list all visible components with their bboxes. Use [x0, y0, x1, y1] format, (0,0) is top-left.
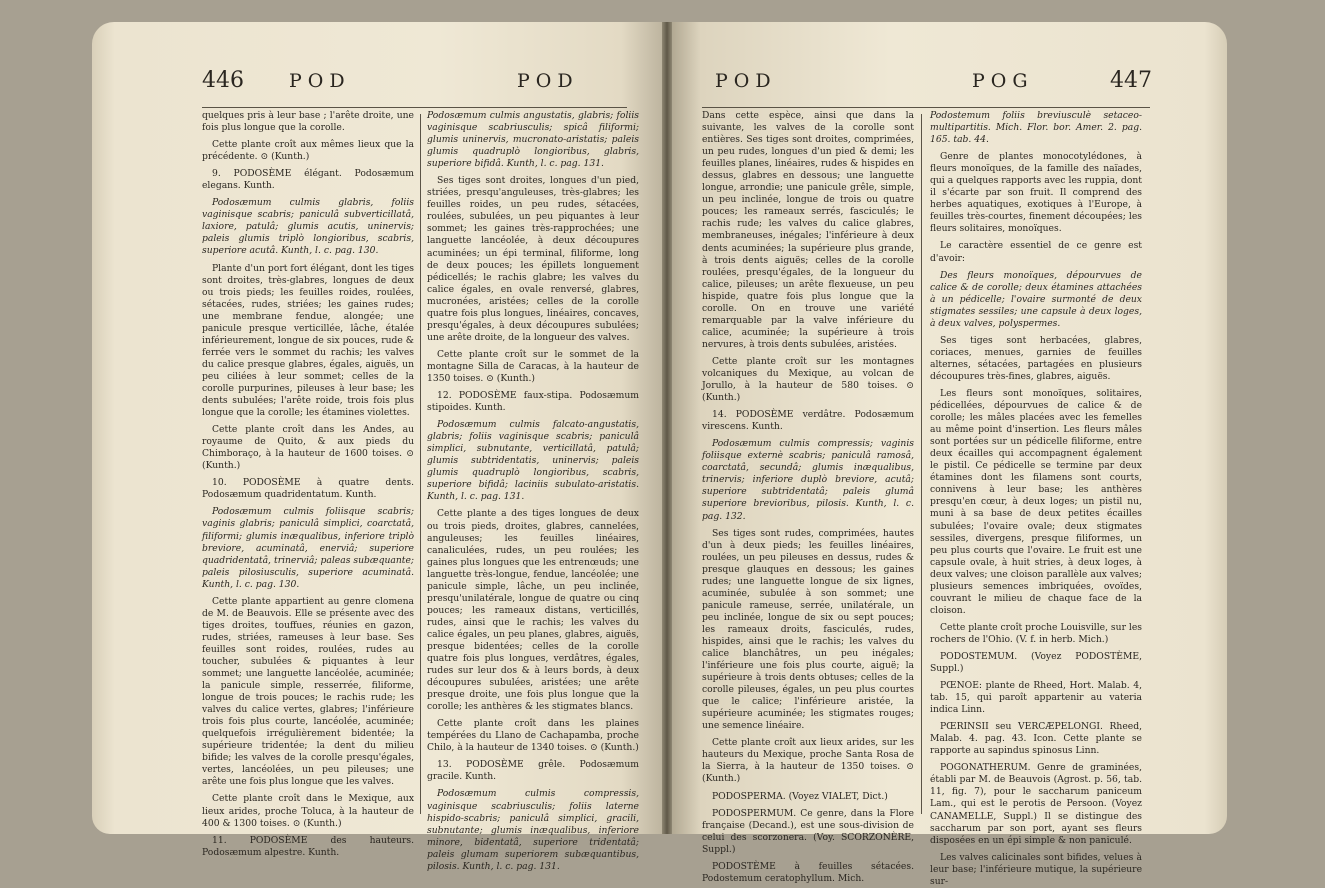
paragraph: 13. PODOSÈME grêle. Podosæmum gracile. Kunth.	[427, 759, 639, 783]
paragraph: Ses tiges sont droites, longues d'un pied, striées, presqu'anguleuses, très-glabres; les feuilles roides, un peu rudes, sétacées, roulées, subulées, un peu piquantes à leur sommet; les gaines très-rapprochées; une languette lancéolée, à deux découpures acuminées; un épi terminal, filiforme, long de deux pouces; les épillets longuement pédicellés; le rachis glabre; les valves du calice égales, en ovale renversé, glabres, mucronées, aristées; celles de la corolle quatre fois plus longues, linéaires, concaves, presqu'égales, à deux découpures subulées; une arête droite, de la longueur des valves.	[427, 175, 639, 343]
paragraph: Ses tiges sont rudes, comprimées, hautes d'un à deux pieds; les feuilles linéaires, roulées, un peu pileuses en dessus, rudes & presque glauques en dessous; les gaines rudes; une languette longue de six lignes, acuminée, subulée à son sommet; une panicule rameuse, serrée, unilatérale, un peu inclinée, longue de six ou sept pouces; les rameaux droits, fasciculés, rudes, hispides, ainsi que le rachis; les valves du calice blanchâtres, un peu inégales; l'inférieure une fois plus courte, aiguë; la supérieure à trois dents obtuses; celles de la corolle pileuses, égales, un peu plus courtes que le calice; l'inférieure aristée, la supérieure acuminée; les stigmates rouges; une semence linéaire.	[702, 527, 914, 732]
running-header-left: POD	[715, 70, 777, 92]
paragraph: Ses tiges sont herbacées, glabres, coriaces, menues, garnies de feuilles alternes, sétacées, partagées en plusieurs découpures très-fines, glabres, aiguës.	[930, 334, 1142, 382]
paragraph: PŒNOE: plante de Rheed, Hort. Malab. 4, tab. 15, qui paroît appartenir au vateria indica Linn.	[930, 680, 1142, 716]
paragraph: Podosæmum culmis angustatis, glabris; foliis vaginisque scabriusculis; spicâ filiformi; glumis uninervis, mucronato-aristatis; paleis glumis quadruplò longioribus, glabris, superiore bifidâ. Kunth, l. c. pag. 131.	[427, 110, 639, 170]
text-column-right	[930, 110, 1142, 887]
left-page	[92, 22, 667, 872]
paragraph: 14. PODOSÈME verdâtre. Podosæmum virescens. Kunth.	[702, 409, 914, 433]
page-number: 447	[1110, 68, 1152, 93]
paragraph: 10. PODOSÈME à quatre dents. Podosæmum quadridentatum. Kunth.	[202, 477, 414, 501]
paragraph: Podosæmum culmis compressis; vaginis foliisque externè scabris; paniculâ ramosâ, coarctatâ, secundâ; glumis inæqualibus, trinervis; inferiore duplò breviore, acutâ; superiore subtridentatâ; paleis glumâ superiore brevioribus, pilosis. Kunth, l. c. pag. 132.	[702, 438, 914, 522]
paragraph: PŒRINSII seu VERCÆPELONGI. Rheed, Malab. 4. pag. 43. Icon. Cette plante se rapporte au sapindus spinosus Linn.	[930, 721, 1142, 757]
paragraph: Cette plante croît dans le Mexique, aux lieux arides, proche Toluca, à la hauteur de 400 & 1300 toises. ⊙ (Kunth.)	[202, 793, 414, 829]
header-rule	[702, 107, 1150, 108]
paragraph: POGONATHERUM. Genre de graminées, établi par M. de Beauvois (Agrost. p. 56, tab. 11, fig. 7), pour le saccharum paniceum Lam., qui est le perotis de Persoon. (Voyez CANAMELLE, Suppl.) Il se distingue des saccharum par son port, ayant ses fleurs disposées en un épi simple & non paniculé.	[930, 762, 1142, 846]
paragraph: Podosæmum culmis glabris, foliis vaginisque scabris; paniculâ subverticillatâ, laxiore, patulâ; glumis acutis, uninervis; paleis glumis triplò longioribus, scabris, superiore acutâ. Kunth, l. c. pag. 130.	[202, 197, 414, 257]
paragraph: Podosæmum culmis foliisque scabris; vaginis glabris; paniculâ simplici, coarctatâ, filiformi; glumis inæqualibus, inferiore triplò breviore, acuminatâ, enerviâ; superiore quadridentatâ, trinerviâ; paleas subæquante; paleis pilosiusculis, superiore acuminatâ. Kunth, l. c. pag. 130.	[202, 506, 414, 590]
paragraph: 11. PODOSÈME des hauteurs. Podosæmum alpestre. Kunth.	[202, 834, 414, 858]
paragraph: Le caractère essentiel de ce genre est d'avoir:	[930, 240, 1142, 264]
paragraph: PODOSPERMA. (Voyez VIALET, Dict.)	[712, 790, 888, 802]
running-header-right: POD	[517, 70, 579, 92]
running-header-left: POD	[289, 70, 351, 92]
paragraph: 12. PODOSÈME faux-stipa. Podosæmum stipoides. Kunth.	[427, 390, 639, 414]
paragraph: Plante d'un port fort élégant, dont les tiges sont droites, très-glabres, longues de deux ou trois pieds; les feuilles roides, roulées, sétacées, rudes, striées; les gaines rudes; une membrane fendue, alongée; une panicule presque verticillée, lâche, étalée inférieurement, longue de six pouces, rude & ferrée vers le sommet du rachis; les valves du calice presque glabres, égales, aiguës, un peu ciliées à leur sommet; celles de la corolle purpurines, pileuses à leur base; les dents subulées; l'arête roide, trois fois plus longue que la corolle; les étamines violettes.	[202, 262, 414, 419]
paragraph: PODOSTEMUM. (Voyez PODOSTÈME, Suppl.)	[930, 650, 1142, 675]
right-page	[667, 22, 1227, 887]
paragraph: Cette plante croît aux mêmes lieux que la précédente. ⊙ (Kunth.)	[202, 139, 414, 163]
paragraph: Podostemum foliis breviusculè setaceo-multipartitis. Mich. Flor. bor. Amer. 2. pag. 165. tab. 44.	[930, 110, 1142, 146]
text-column-left	[702, 110, 914, 884]
header-rule	[202, 107, 627, 108]
column-divider	[420, 114, 421, 814]
paragraph: Dans cette espèce, ainsi que dans la suivante, les valves de la corolle sont entières. Ses tiges sont droites, comprimées, un peu rudes, longues d'un pied & demi; les feuilles planes, linéaires, rudes & hispides en dessus, glabres en dessous; une languette longue, arrondie; une panicule grêle, simple, un peu inclinée, longue de trois ou quatre pouces; les rameaux serrés, fasciculés; le rachis rude; les valves du calice glabres, membraneuses, inégales; l'inférieure à deux dents acuminées; la supérieure plus grande, à trois dents aiguës; celles de la corolle roulées, presqu'égales, de la longueur du calice, pileuses; un arête flexueuse, un peu hispide, quatre fois plus longue que la corolle. On en trouve une variété remarquable par la valve inférieure du calice, acuminée; la supérieure à trois nervures, à trois dents subulées, aristées.	[702, 110, 914, 350]
paragraph: 9. PODOSÈME élégant. Podosæmum elegans. Kunth.	[202, 168, 414, 192]
paragraph: Cette plante croît dans les plaines tempérées du Llano de Cachapamba, proche Chilo, à la hauteur de 1340 toises. ⊙ (Kunth.)	[427, 718, 639, 754]
paragraph: PODOSTÈME à feuilles sétacées. Podostemum ceratophyllum. Mich.	[702, 860, 914, 884]
paragraph: Cette plante appartient au genre clomena de M. de Beauvois. Elle se présente avec des tiges droites, touffues, réunies en gazon, rudes, striées, rameuses à leur base. Ses feuilles sont roides, roulées, rudes au toucher, subulées & piquantes à leur sommet; une languette lancéolée, acuminée; la panicule simple, resserrée, filiforme, longue de trois pouces; le rachis rude; les valves du calice vertes, glabres; l'inférieure trois fois plus courte, lancéolée, acuminée; quelquefois irrégulièrement bidentée; la supérieure tridentée; la dent du milieu bifide; les valves de la corolle presqu'égales, vertes, lancéolées, un peu pileuses; une arête une fois plus longue que les valves.	[202, 595, 414, 788]
paragraph: Cette plante croît sur les montagnes volcaniques du Mexique, au volcan de Jorullo, à la hauteur de 580 toises. ⊙ (Kunth.)	[702, 355, 914, 404]
page-number: 446	[202, 68, 244, 93]
text-column-right	[427, 110, 639, 872]
paragraph: Podosæmum culmis falcato-angustatis, glabris; foliis vaginisque scabris; paniculâ simplici, subnutante, verticillatâ, patulâ; glumis subtridentatis, uninervis; paleis glumis quadruplò longioribus, scabris, superiore bifidâ; laciniis subulato-aristatis. Kunth, l. c. pag. 131.	[427, 419, 639, 503]
paragraph: Cette plante a des tiges longues de deux ou trois pieds, droites, glabres, cannelées, anguleuses; les feuilles linéaires, canaliculées, rudes, un peu roulées; les gaines plus longues que les entrenœuds; une languette très-longue, fendue, lancéolée; une panicule simple, lâche, un peu inclinée, presqu'unilatérale, longue de quatre ou cinq pouces; les rameaux distans, verticillés, rudes, ainsi que le rachis; les valves du calice égales, un peu planes, glabres, aiguës, presque bidentées; celles de la corolle quatre fois plus longues, verdâtres, égales, rudes sur leur dos & à leurs bords, à deux découpures subulées, aristées; une arête presque droite, une fois plus longue que la corolle; les anthères & les stigmates blancs.	[427, 508, 639, 713]
paragraph: quelques pris à leur base ; l'arête droite, une fois plus longue que la corolle.	[202, 110, 414, 134]
paragraph: Cette plante croît aux lieux arides, sur les hauteurs du Mexique, proche Santa Rosa de la Sierra, à la hauteur de 1350 toises. ⊙ (Kunth.)	[702, 737, 914, 785]
paragraph: Podosæmum culmis compressis, vaginisque scabriusculis; foliis laterne hispido-scabris; paniculâ simplici, gracili, subnutante; glumis inæqualibus, inferiore minore, bidentatâ, superiore tridentatâ; paleis glumam superiorem subæquantibus, pilosis. Kunth, l. c. pag. 131.	[427, 788, 639, 872]
paragraph: Genre de plantes monocotylédones, à fleurs monoïques, de la famille des naïades, qui a quelques rapports avec les ruppia, dont il s'écarte par son fruit. Il comprend des herbes aquatiques, exotiques à l'Europe, à feuilles très-courtes, finement découpées; les fleurs solitaires, monoïques.	[930, 151, 1142, 235]
paragraph: Les fleurs sont monoïques, solitaires, pédicellées, dépourvues de calice & de corolle; les mâles placées avec les femelles au même point d'insertion. Les fleurs mâles sont portées sur un pédicelle filiforme, entre deux écailles qui accompagnent également le pistil. Ce pédicelle se termine par deux étamines dont les filamens sont courts, connivens à leur base; les anthères presqu'en cœur, à deux loges; un pistil nu, muni à sa base de deux petites écailles subulées; l'ovaire ovale; deux stigmates sessiles, divergens, presque filiformes, un peu plus courts que l'ovaire. Le fruit est une capsule ovale, à huit stries, à deux loges, à deux valves; une cloison parallèle aux valves; plusieurs semences imbriquées, ovoïdes, couvrant le milieu de chaque face de la cloison.	[930, 387, 1142, 616]
paragraph: Cette plante croît dans les Andes, au royaume de Quito, & aux pieds du Chimboraço, à la hauteur de 1600 toises. ⊙ (Kunth.)	[202, 424, 414, 472]
column-divider	[921, 114, 922, 814]
text-column-left	[202, 110, 414, 858]
paragraph: Les valves calicinales sont bifides, velues à leur base; l'inférieure mutique, la supérieure sur-	[930, 851, 1142, 887]
book-gutter	[662, 22, 672, 834]
running-header-right: POG	[972, 70, 1034, 92]
paragraph: Cette plante croît proche Louisville, sur les rochers de l'Ohio. (V. f. in herb. Mich.)	[930, 621, 1142, 645]
paragraph: Des fleurs monoïques, dépourvues de calice & de corolle; deux étamines attachées à un pédicelle; l'ovaire surmonté de deux stigmates sessiles; une capsule à deux loges, à deux valves, polyspermes.	[930, 269, 1142, 329]
paragraph: PODOSPERMUM. Ce genre, dans la Flore française (Decand.), est une sous-division de celui des scorzonera. (Voy. SCORZONÈRE, Suppl.)	[702, 807, 914, 855]
paragraph: Cette plante croît sur le sommet de la montagne Silla de Caracas, à la hauteur de 1350 toises. ⊙ (Kunth.)	[427, 348, 639, 384]
